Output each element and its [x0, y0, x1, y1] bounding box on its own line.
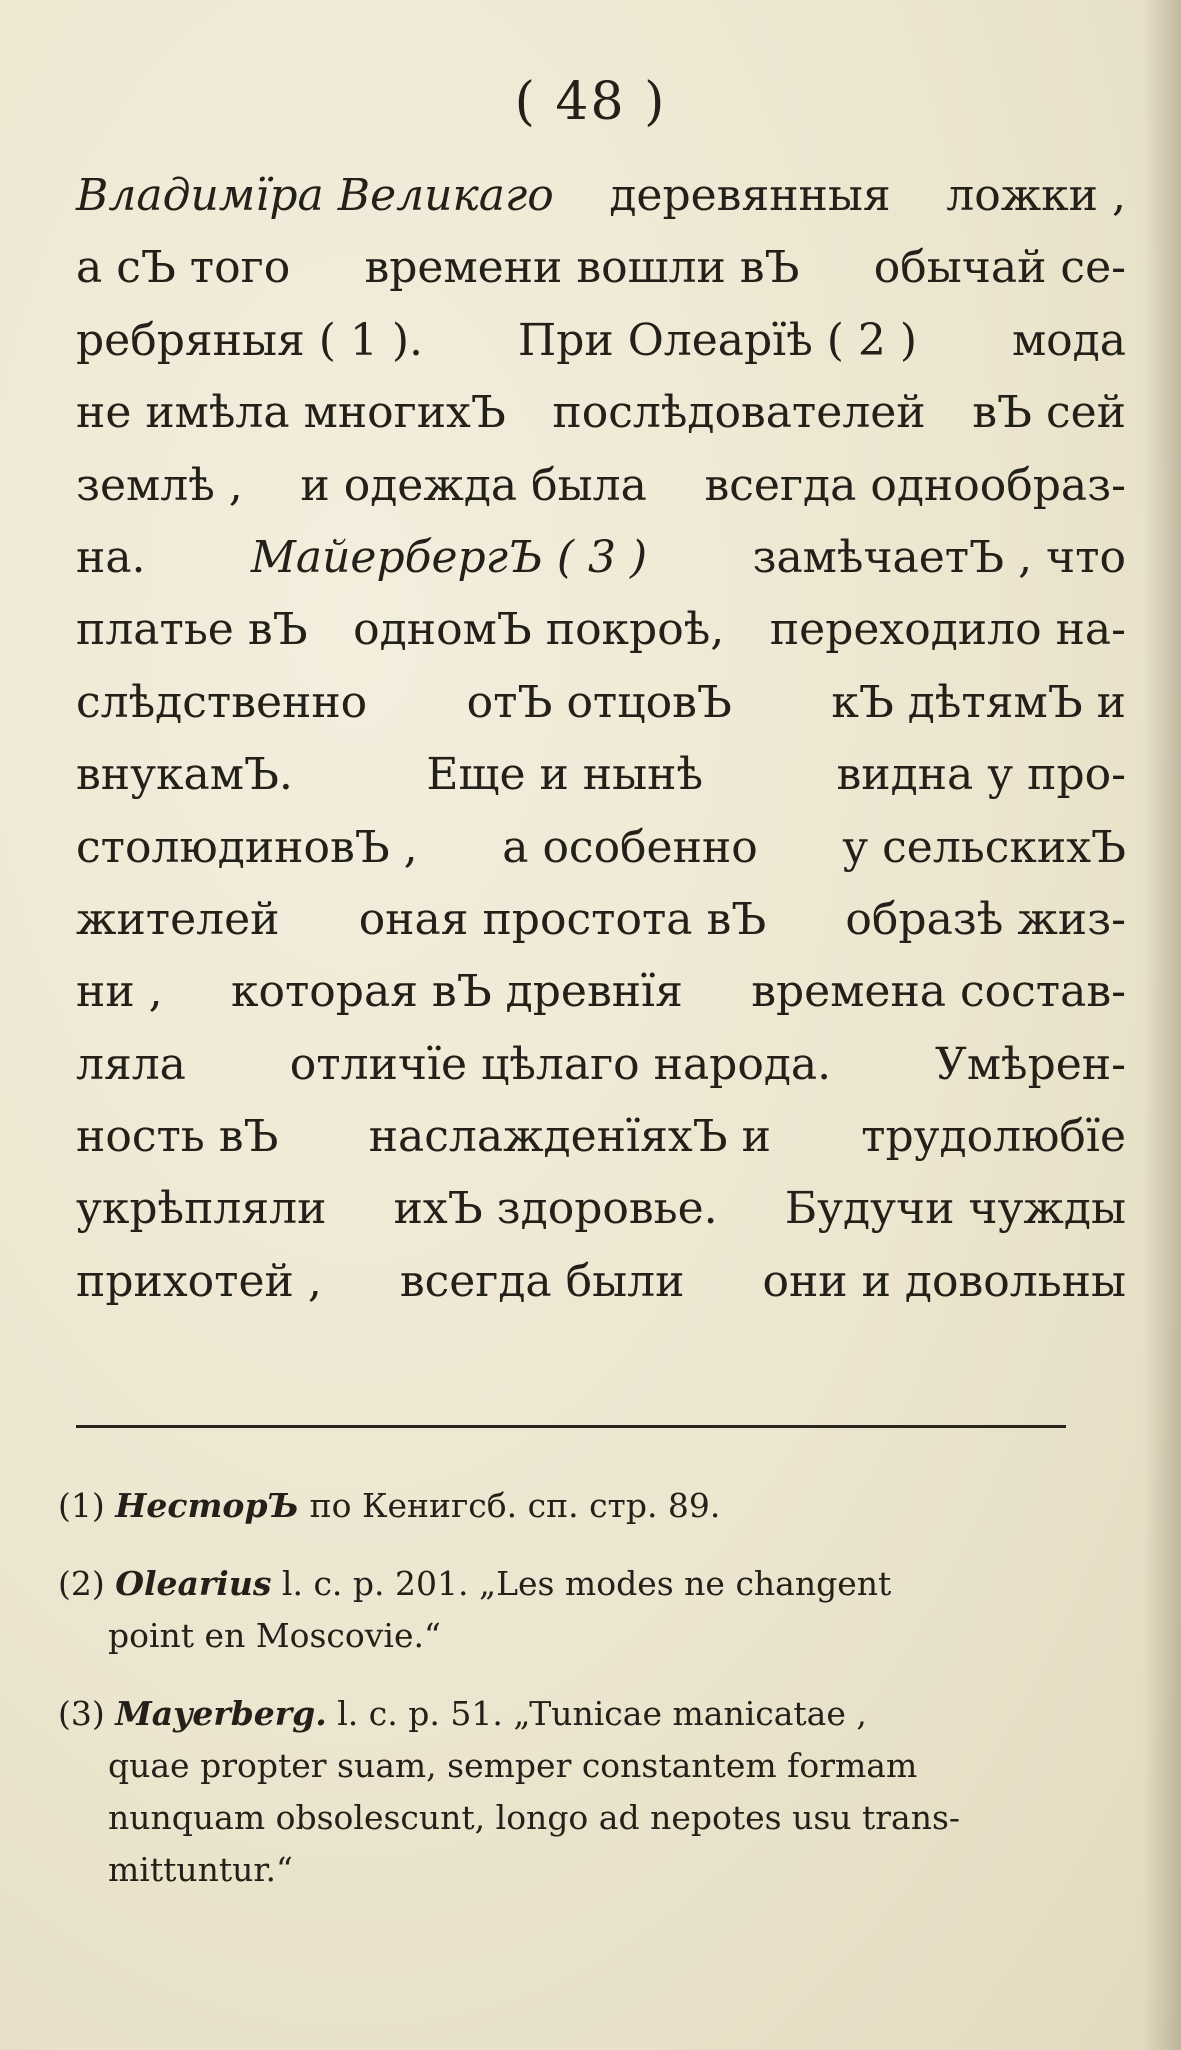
text-segment: видна у про- [836, 749, 1126, 801]
text-segment: оная простота вЪ [358, 893, 767, 945]
text-segment: кЪ дѣтямЪ и [831, 676, 1126, 728]
text-segment: отличїе цѣлаго народа. [289, 1038, 832, 1090]
text-segment: наслажденїяхЪ и [368, 1111, 771, 1163]
text-segment: столюдиновЪ , [76, 821, 418, 873]
text-segment: которая вЪ древнїя [230, 966, 683, 1018]
text-segment: землѣ , [76, 459, 243, 511]
text-line [76, 232, 1126, 304]
text-segment: а сЪ того [76, 242, 291, 294]
text-segment: внукамЪ. [76, 749, 293, 801]
text-line [76, 377, 1126, 449]
text-line [76, 522, 1126, 594]
footnote-continuation: nunquam obsolescunt, longo ad nepotes usu trans- [108, 1798, 961, 1837]
text-segment: на. [76, 531, 146, 583]
text-segment: ни , [76, 966, 163, 1018]
text-segment: всегда были [399, 1255, 685, 1307]
text-segment: ляла [76, 1038, 186, 1090]
text-segment: обычай се- [873, 242, 1126, 294]
text-line [76, 884, 1126, 956]
text-segment: жителей [76, 893, 280, 945]
text-segment: а особенно [502, 821, 758, 873]
footnote-continuation: mittuntur.“ [108, 1850, 293, 1889]
text-segment: слѣдственно [76, 676, 368, 728]
text-line [76, 1029, 1126, 1101]
footnote-source: Mayerberg. [115, 1694, 327, 1733]
text-segment: ребряныя ( 1 ). [76, 314, 423, 366]
footnote-text: l. c. p. 201. „Les modes ne changent [281, 1564, 892, 1603]
text-segment: Еще и нынѣ [426, 749, 703, 801]
text-segment: деревянныя [609, 170, 891, 221]
text-segment: всегда однообраз- [704, 459, 1126, 511]
footnote-2 [58, 1558, 1118, 1662]
text-segment: При Олеарїѣ ( 2 ) [517, 314, 918, 366]
text-segment: трудолюбїе [861, 1111, 1126, 1163]
text-segment: одномЪ покроѣ, [353, 604, 725, 656]
footnote-continuation: quae propter suam, semper constantem formam [108, 1746, 918, 1785]
text-segment: образѣ жиз- [845, 893, 1126, 945]
footnote-text: по Кенигсб. сп. стр. 89. [309, 1486, 721, 1525]
footnote-marker: (3) [58, 1694, 105, 1733]
text-segment: мода [1011, 314, 1126, 366]
text-line [76, 1246, 1126, 1318]
text-line [76, 1173, 1126, 1245]
footnote-1 [58, 1480, 1118, 1532]
text-segment: не имѣла многихЪ [76, 387, 506, 439]
text-segment: ихЪ здоровье. [393, 1183, 718, 1235]
text-segment: Владимїра Великаго [76, 170, 554, 221]
footnotes [58, 1480, 1118, 1922]
text-segment: ность вЪ [76, 1111, 279, 1163]
text-line [76, 1101, 1126, 1173]
text-line [76, 305, 1126, 377]
footnote-3 [58, 1688, 1118, 1896]
footnote-divider [76, 1425, 1066, 1428]
footnote-source: НесторЪ [115, 1486, 300, 1525]
text-segment: и одежда была [300, 459, 647, 511]
text-segment: замѣчаетЪ , что [752, 531, 1126, 583]
body-text [76, 160, 1126, 1318]
text-segment: Будучи чужды [784, 1183, 1126, 1235]
text-line [76, 739, 1126, 811]
footnote-continuation: point en Moscovie.“ [108, 1616, 441, 1655]
text-segment: прихотей , [76, 1255, 322, 1307]
text-segment: времени вошли вЪ [364, 242, 800, 294]
text-line [76, 450, 1126, 522]
text-segment: они и довольны [762, 1255, 1126, 1307]
text-segment: укрѣпляли [76, 1183, 327, 1235]
text-segment: послѣдователей [552, 387, 926, 439]
text-line [76, 956, 1126, 1028]
text-line [76, 812, 1126, 884]
text-line [76, 160, 1126, 232]
page-edge-shadow [1143, 0, 1181, 2050]
text-segment: МайербергЪ ( 3 ) [250, 531, 648, 583]
footnote-source: Olearius [115, 1564, 272, 1603]
text-segment: времена состав- [751, 966, 1126, 1018]
footnote-marker: (2) [58, 1564, 105, 1603]
text-segment: ложки , [946, 170, 1126, 221]
text-segment: у сельскихЪ [842, 821, 1126, 873]
footnote-marker: (1) [58, 1486, 105, 1525]
text-line [76, 667, 1126, 739]
text-segment: платье вЪ [76, 604, 308, 656]
text-segment: переходило на- [769, 604, 1126, 656]
text-segment: отЪ отцовЪ [466, 676, 732, 728]
text-line [76, 594, 1126, 666]
text-segment: Умѣрен- [935, 1038, 1126, 1090]
footnote-text: l. c. p. 51. „Tunicae manicatae , [337, 1694, 867, 1733]
text-segment: вЪ сей [972, 387, 1126, 439]
page-number: ( 48 ) [514, 72, 667, 132]
